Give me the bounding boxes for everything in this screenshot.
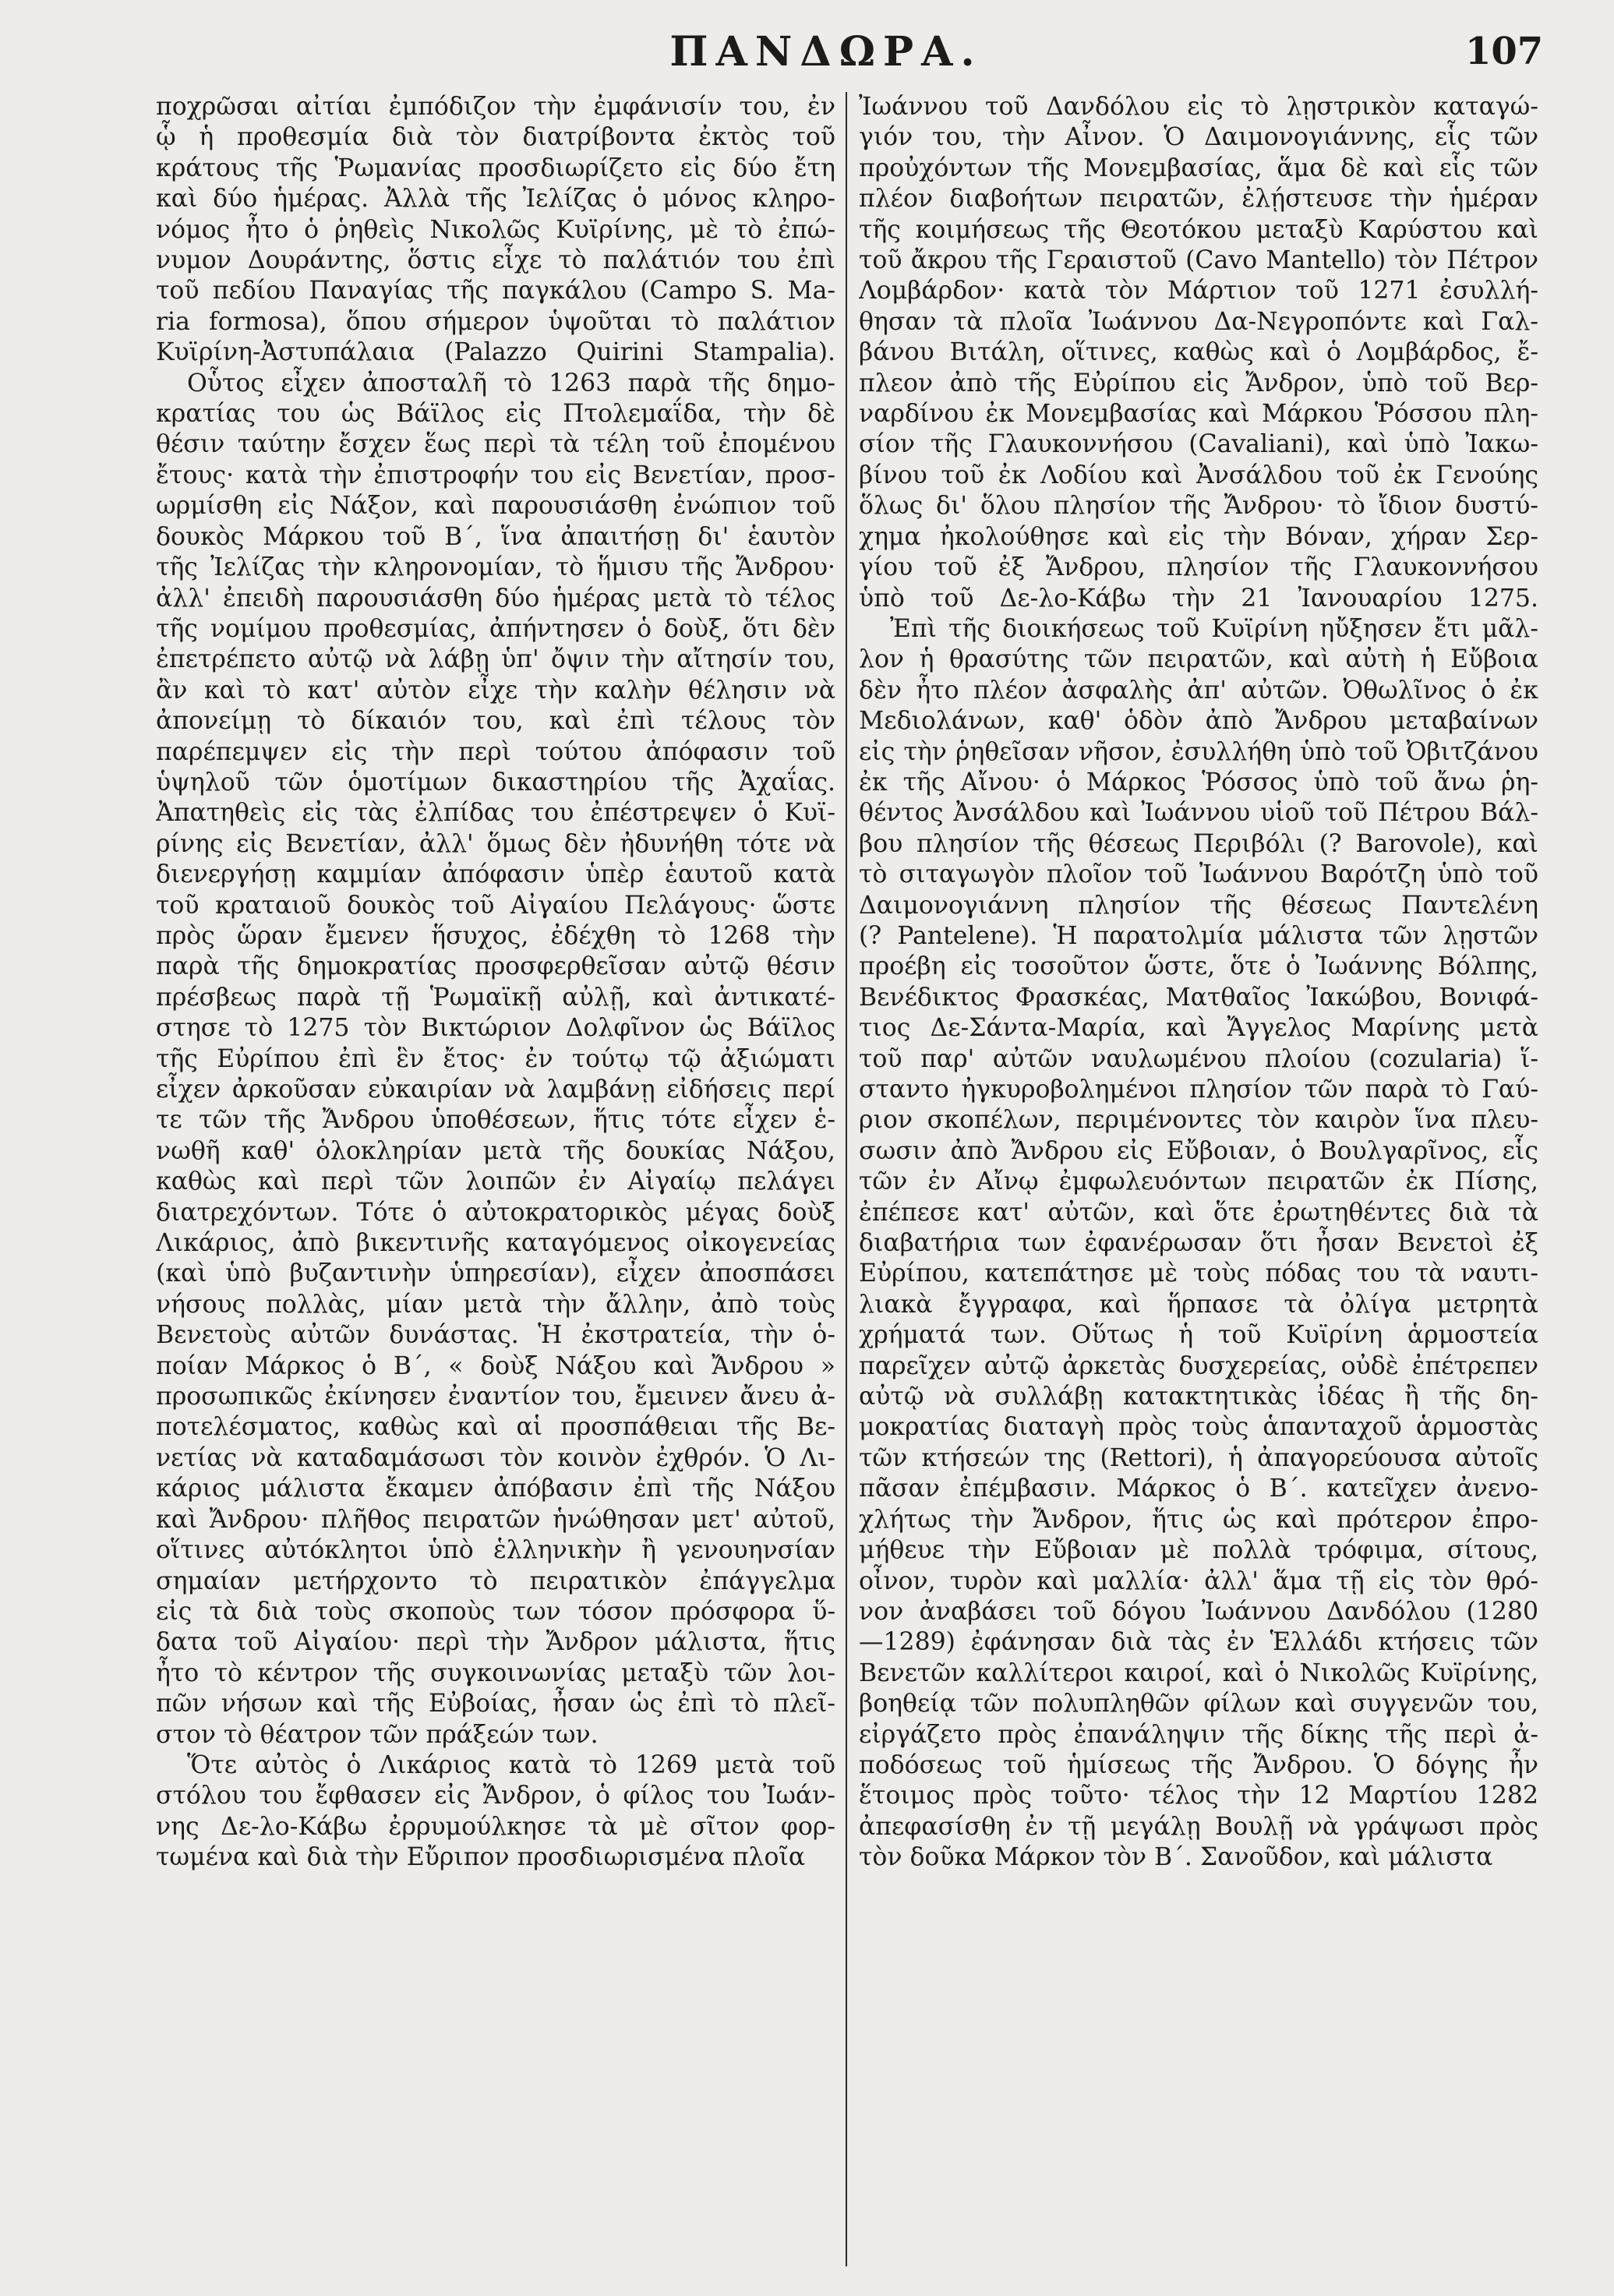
text-line: στόλου του ἔφθασεν εἰς Ἄνδρον, ὁ φίλος του Ἰωάν- [156,1782,835,1810]
text-line: τῶν ἐν Αἴνῳ ἐμφωλευόντων πειρατῶν ἐκ Πίσης, [859,1167,1538,1196]
text-line: δὲν ἦτο πλέον ἀσφαλὴς ἀπ' αὐτῶν. Ὀθωλῖνος ὁ ἐκ [859,676,1538,705]
text-line: πῶν νήσων καὶ τῆς Εὐβοίας, ἦσαν ὡς ἐπὶ τὸ πλεῖ- [156,1690,835,1718]
text-line: —1289) ἐφάνησαν διὰ τὰς ἐν Ἑλλάδι κτήσεις τῶν [859,1628,1538,1657]
text-line: Ἐπὶ τῆς διοικήσεως τοῦ Κυϊρίνη ηὔξησεν ἔτι μᾶλ- [890,614,1538,643]
text-line: Οὗτος εἶχεν ἀποσταλῆ τὸ 1263 παρὰ τῆς δημο- [187,369,835,397]
text-line: τοῦ πεδίου Παναγίας τῆς παγκάλου (Campo S. Ma- [156,277,835,306]
text-line: καὶ Ἄνδρου· πλῆθος πειρατῶν ἡνώθησαν μετ' αὐτοῦ, [156,1505,835,1534]
text-line: προὐχόντων τῆς Μονεμβασίας, ἅμα δὲ καὶ εἷς τῶν [859,154,1538,182]
text-line: παρέπεμψεν εἰς τὴν περὶ τούτου ἀπόφασιν τοῦ [156,737,835,766]
text-line: τοῦ παρ' αὐτῶν ναυλωμένου πλοίου (cozularia) ἵ- [859,1044,1538,1073]
text-line: τὸν δοῦκα Μάρκον τὸν Β΄. Σανοῦδον, καὶ μάλιστα [859,1843,1493,1872]
text-line: Ἀπατηθεὶς εἰς τὰς ἐλπίδας του ἐπέστρεψεν ὁ Κυϊ- [156,799,835,828]
text-line: σημαίαν μετήρχοντο τὸ πειρατικὸν ἐπάγγελμα [156,1567,835,1595]
text-line: λον ἡ θρασύτης τῶν πειρατῶν, καὶ αὐτὴ ἡ Εὔβοια [859,645,1538,674]
page-number: 107 [1465,30,1544,73]
text-line: γίου τοῦ ἐξ Ἄνδρου, πλησίον τῆς Γλαυκοννήσου [859,553,1538,582]
text-line: νόμος ἦτο ὁ ῥηθεὶς Νικολῶς Κυϊρίνης, μὲ τὸ ἐπώ- [156,215,835,244]
text-line: δατα τοῦ Αἰγαίου· περὶ τὴν Ἄνδρον μάλιστα, ἥτις [156,1628,835,1657]
text-line: σταντο ἠγκυροβολημένοι πλησίον τῶν παρὰ τὸ Γαύ- [859,1076,1538,1104]
text-line: χλήτως τὴν Ἄνδρον, ἥτις ὡς καὶ πρότερον ἐπρο- [859,1505,1538,1534]
text-line: ὑψηλοῦ τῶν ὁμοτίμων δικαστηρίου τῆς Ἀχαΐας. [156,768,835,797]
text-line: καθὼς καὶ περὶ τῶν λοιπῶν ἐν Αἰγαίῳ πελάγει [156,1167,835,1196]
text-line: διατρεχόντων. Τότε ὁ αὐτοκρατορικὸς μέγας δοὺξ [156,1198,835,1227]
text-line: Ἰωάννου τοῦ Δανδόλου εἰς τὸ λῃστρικὸν καταγώ- [859,93,1538,121]
text-line: νυμον Δουράντης, ὅστις εἶχε τὸ παλάτιόν του ἐπὶ [156,246,835,275]
text-line: νον ἀναβάσει τοῦ δόγου Ἰωάννου Δανδόλου (1280 [859,1597,1538,1626]
text-line: ἦτο τὸ κέντρον τῆς συγκοινωνίας μεταξὺ τῶν λοι- [156,1658,835,1687]
text-line: κράτους τῆς Ῥωμανίας προσδιωρίζετο εἰς δύο ἔτη [156,154,835,182]
text-line: εἰς τὴν ῥηθεῖσαν νῆσον, ἐσυλλήθη ὑπὸ τοῦ Ὀβιτζάνου [859,737,1538,766]
text-line: διαβατήρια των ἐφανέρωσαν ὅτι ἦσαν Βενετοὶ ἐξ [859,1229,1538,1258]
text-line: ὑπὸ τοῦ Δε-λο-Κάβω τὴν 21 Ἰανουαρίου 1275. [859,584,1538,613]
text-line: σωσιν ἀπὸ Ἄνδρου εἰς Εὔβοιαν, ὁ Βουλγαρῖνος, εἷς [859,1136,1538,1165]
text-line: τῆς νομίμου προθεσμίας, ἀπήντησεν ὁ δοὺξ, ὅτι δὲν [156,614,835,643]
text-line: ἐκ τῆς Αἴνου· ὁ Μάρκος Ῥόσσος ὑπὸ τοῦ ἄνω ῥη- [859,768,1538,797]
text-line: Λικάριος, ἀπὸ βικεντινῆς καταγόμενος οἰκογενείας [156,1229,835,1258]
text-line: ἀπεφασίσθη ἐν τῇ μεγάλῃ Βουλῇ νὰ γράψωσι πρὸς [859,1812,1538,1841]
text-line: βοηθείᾳ τῶν πολυπληθῶν φίλων καὶ συγγενῶν του, [859,1690,1538,1718]
text-line: πᾶσαν ἐπέμβασιν. Μάρκος ὁ Β΄. κατεῖχεν ἀνενο- [859,1475,1538,1503]
text-line: Κυϊρίνη-Ἀστυπάλαια (Palazzo Quirini Stampalia). [156,338,835,367]
text-line: Εὐρίπου, κατεπάτησε μὲ τοὺς πόδας του τὰ ναυτι- [859,1259,1538,1288]
text-line: Δαιμονογιάννη πλησίον τῆς θέσεως Παντελένη [859,891,1538,920]
running-title: ΠΑΝΔΩΡΑ. [669,28,983,76]
text-line: παρεῖχεν αὐτῷ ἀρκετὰς δυσχερείας, οὐδὲ ἐπέτρεπεν [859,1351,1538,1380]
text-line: Ὅτε αὐτὸς ὁ Λικάριος κατὰ τὸ 1269 μετὰ τοῦ [187,1750,835,1779]
right-column [859,92,1538,2274]
text-line: ναρδίνου ἐκ Μονεμβασίας καὶ Μάρκου Ῥόσσου πλη- [859,400,1538,429]
text-line: εἰργάζετο πρὸς ἐπανάληψιν τῆς δίκης τῆς περὶ ἀ- [859,1720,1538,1749]
text-line: ριον σκοπέλων, περιμένοντες τὸν καιρὸν ἵνα πλευ- [859,1106,1538,1135]
text-line: δουκὸς Μάρκου τοῦ Β΄, ἵνα ἀπαιτήσῃ δι' ἑαυτὸν [156,522,835,551]
text-line: προέβη εἰς τοσοῦτον ὥστε, ὅτε ὁ Ἰωάννης Βόλπης, [859,952,1538,981]
text-line: στον τὸ θέατρον τῶν πράξεών των. [156,1720,599,1749]
text-line: ria formosa), ὅπου σήμερον ὑψοῦται τὸ παλάτιον [156,307,835,336]
text-line: τε τῶν τῆς Ἄνδρου ὑποθέσεων, ἥτις τότε εἶχεν ἑ- [156,1106,835,1135]
text-line: ωρμίσθη εἰς Νάξον, καὶ παρουσιάσθη ἐνώπιον τοῦ [156,492,835,521]
text-line: ποχρῶσαι αἰτίαι ἐμπόδιζον τὴν ἐμφάνισίν του, ἐν [156,93,835,121]
text-line: καὶ δύο ἡμέρας. Ἀλλὰ τῆς Ἰελίζας ὁ μόνος κληρο- [156,185,835,214]
text-line: σίον τῆς Γλαυκοννήσου (Cavaliani), καὶ ὑπὸ Ἰακω- [859,430,1538,459]
text-line: πλεον ἀπὸ τῆς Εὐρίπου εἰς Ἄνδρον, ὑπὸ τοῦ Βερ- [859,369,1538,397]
text-line: κρατίας του ὡς Βάϊλος εἰς Πτολεμαΐδα, τὴν δὲ [156,400,835,429]
text-line: παρὰ τῆς δημοκρατίας προσφερθεῖσαν αὐτῷ θέσιν [156,952,835,981]
text-line: ποτελέσματος, καθὼς καὶ αἱ προσπάθειαι τῆς Βε- [156,1413,835,1442]
text-line: οἵτινες αὐτόκλητοι ὑπὸ ἑλληνικὴν ἢ γενουηνσίαν [156,1536,835,1565]
text-line: χημα ἠκολούθησε καὶ εἰς τὴν Βόναν, χήραν Σερ- [859,522,1538,551]
text-line: (καὶ ὑπὸ βυζαντινὴν ὑπηρεσίαν), εἶχεν ἀποσπάσει [156,1259,835,1288]
text-line: Λομβάρδον· κατὰ τὸν Μάρτιον τοῦ 1271 ἐσυλλή- [859,277,1538,306]
text-line: Βενετῶν καλλίτεροι καιροί, καὶ ὁ Νικολῶς Κυϊρίνης, [859,1658,1538,1687]
text-line: εἰς τὰ διὰ τοὺς σκοποὺς των τόσον πρόσφορα ὕ- [156,1597,835,1626]
text-line: Βενέδικτος Φρασκέας, Ματθαῖος Ἰακώβου, Βονιφά- [859,983,1538,1012]
text-line: τῆς κοιμήσεως τῆς Θεοτόκου μεταξὺ Καρύστου καὶ [859,215,1538,244]
text-line: ποίαν Μάρκος ὁ Β΄, « δοὺξ Νάξου καὶ Ἄνδρου » [156,1351,835,1380]
text-line: τῶν κτήσεών της (Rettori), ἡ ἀπαγορεύουσα αὐτοῖς [859,1443,1538,1472]
text-line: τοῦ κραταιοῦ δουκὸς τοῦ Αἰγαίου Πελάγους· ὥστε [156,891,835,920]
left-column [156,92,835,2274]
text-line: πρέσβεως παρὰ τῇ Ῥωμαϊκῇ αὐλῇ, καὶ ἀντικατέ- [156,983,835,1012]
text-line: χρήματά των. Οὕτως ἡ τοῦ Κυϊρίνη ἁρμοστεία [859,1321,1538,1350]
text-line: ἐπέπεσε κατ' αὐτῶν, καὶ ὅτε ἐρωτηθέντες διὰ τὰ [859,1198,1538,1227]
text-line: στησε τὸ 1275 τὸν Βικτώριον Δολφῖνον ὡς Βάϊλος [156,1014,835,1043]
column-divider [846,92,847,2266]
text-line: τῆς Ἰελίζας τὴν κληρονομίαν, τὸ ἥμισυ τῆς Ἄνδρου· [156,553,835,582]
text-line: θέντος Ἀνσάλδου καὶ Ἰωάννου υἱοῦ τοῦ Πέτρου Βάλ- [859,799,1538,828]
text-line: γιόν του, τὴν Αἶνον. Ὁ Δαιμονογιάννης, εἷς τῶν [859,123,1538,152]
text-line: ὅλως δι' ὅλου πλησίον τῆς Ἄνδρου· τὸ ἴδιον δυστύ- [859,492,1538,521]
text-line: ἕτοιμος πρὸς τοῦτο· τέλος τὴν 12 Μαρτίου 1282 [859,1782,1538,1810]
text-line: ἐπετρέπετο αὐτῷ νὰ λάβῃ ὑπ' ὄψιν τὴν αἴτησίν του, [156,645,835,674]
text-line: μήθευε τὴν Εὔβοιαν μὲ πολλὰ τρόφιμα, σίτους, [859,1536,1538,1565]
text-line: ᾧ ἡ προθεσμία διὰ τὸν διατρίβοντα ἐκτὸς τοῦ [156,123,835,152]
text-line: πλέον διαβοήτων πειρατῶν, ἐλῄστευσε τὴν ἡμέραν [859,185,1538,214]
text-line: ἔτους· κατὰ τὴν ἐπιστροφήν του εἰς Βενετίαν, προσ- [156,461,835,489]
text-line: κάριος μάλιστα ἔκαμεν ἀπόβασιν ἐπὶ τῆς Νάξου [156,1475,835,1503]
text-line: τοῦ ἄκρου τῆς Γεραιστοῦ (Cavo Mantello) τὸν Πέτρον [859,246,1538,275]
text-line: βου πλησίον τῆς θέσεως Περιβόλι (? Barovole), καὶ [859,829,1538,858]
text-line: πρὸς ὥραν ἔμενεν ἥσυχος, ἐδέχθη τὸ 1268 τὴν [156,921,835,950]
text-line: θέσιν ταύτην ἔσχεν ἕως περὶ τὰ τέλη τοῦ ἐπομένου [156,430,835,459]
text-line: ἂν καὶ τὸ κατ' αὐτὸν εἶχε τὴν καλὴν θέλησιν νὰ [156,676,835,705]
text-line: τωμένα καὶ διὰ τὴν Εὔριπον προσδιωρισμένα πλοῖα [156,1843,806,1872]
text-line: τῆς Εὐρίπου ἐπὶ ἓν ἔτος· ἐν τούτῳ τῷ ἀξιώματι [156,1044,835,1073]
text-line: ἀλλ' ἐπειδὴ παρουσιάσθη δύο ἡμέρας μετὰ τὸ τέλος [156,584,835,613]
text-line: ρίνης εἰς Βενετίαν, ἀλλ' ὅμως δὲν ἠδυνήθη τότε νὰ [156,829,835,858]
text-line: οἶνον, τυρὸν καὶ μαλλία· ἀλλ' ἅμα τῇ εἰς τὸν θρό- [859,1567,1538,1595]
text-line: ποδόσεως τοῦ ἡμίσεως τῆς Ἄνδρου. Ὁ δόγης ἦν [859,1750,1538,1779]
text-line: τὸ σιταγωγὸν πλοῖον τοῦ Ἰωάννου Βαρότζη ὑπὸ τοῦ [859,860,1538,889]
text-line: Βενετοὺς αὐτῶν δυνάστας. Ἡ ἐκστρατεία, τὴν ὁ- [156,1321,835,1350]
text-line: (? Pantelene). Ἡ παρατολμία μάλιστα τῶν λῃστῶν [859,921,1538,950]
text-line: ἀπονείμῃ τὸ δίκαιόν του, καὶ ἐπὶ τέλους τὸν [156,707,835,736]
text-line: αὐτῷ νὰ συλλάβῃ κατακτητικὰς ἰδέας ἢ τῆς δη- [859,1383,1538,1411]
text-line: λιακὰ ἔγγραφα, καὶ ἥρπασε τὰ ὀλίγα μετρητὰ [859,1290,1538,1319]
text-line: βίνου τοῦ ἐκ Λοδίου καὶ Ἀνσάλδου τοῦ ἐκ Γενούης [859,461,1538,489]
text-line: νετίας νὰ καταδαμάσωσι τὸν κοινὸν ἐχθρόν. Ὁ Λι- [156,1443,835,1472]
text-line: νήσους πολλὰς, μίαν μετὰ τὴν ἄλλην, ἀπὸ τοὺς [156,1290,835,1319]
text-line: νωθῆ καθ' ὁλοκληρίαν μετὰ τῆς δουκίας Νάξου, [156,1136,835,1165]
text-line: θησαν τὰ πλοῖα Ἰωάννου Δα-Νεγροπόντε καὶ Γαλ- [859,307,1538,336]
text-line: νης Δε-λο-Κάβω ἐρρυμούλκησε τὰ μὲ σῖτον φορ- [156,1812,835,1841]
text-line: εἶχεν ἀρκοῦσαν εὐκαιρίαν νὰ λαμβάνῃ εἰδήσεις περί [156,1076,835,1104]
text-line: Μεδιολάνων, καθ' ὁδὸν ἀπὸ Ἄνδρου μεταβαίνων [859,707,1538,736]
text-line: τιος Δε-Σάντα-Μαρία, καὶ Ἄγγελος Μαρίνης μετὰ [859,1014,1538,1043]
text-line: μοκρατίας διαταγὴ πρὸς τοὺς ἁπανταχοῦ ἁρμοστὰς [859,1413,1538,1442]
text-line: βάνου Βιτάλη, οἵτινες, καθὼς καὶ ὁ Λομβάρδος, ἔ- [859,338,1538,367]
text-line: προσωπικῶς ἐκίνησεν ἐναντίον του, ἔμεινεν ἄνευ ἀ- [156,1383,835,1411]
text-line: διενεργήσῃ καμμίαν ἀπόφασιν ὑπὲρ ἑαυτοῦ κατὰ [156,860,835,889]
